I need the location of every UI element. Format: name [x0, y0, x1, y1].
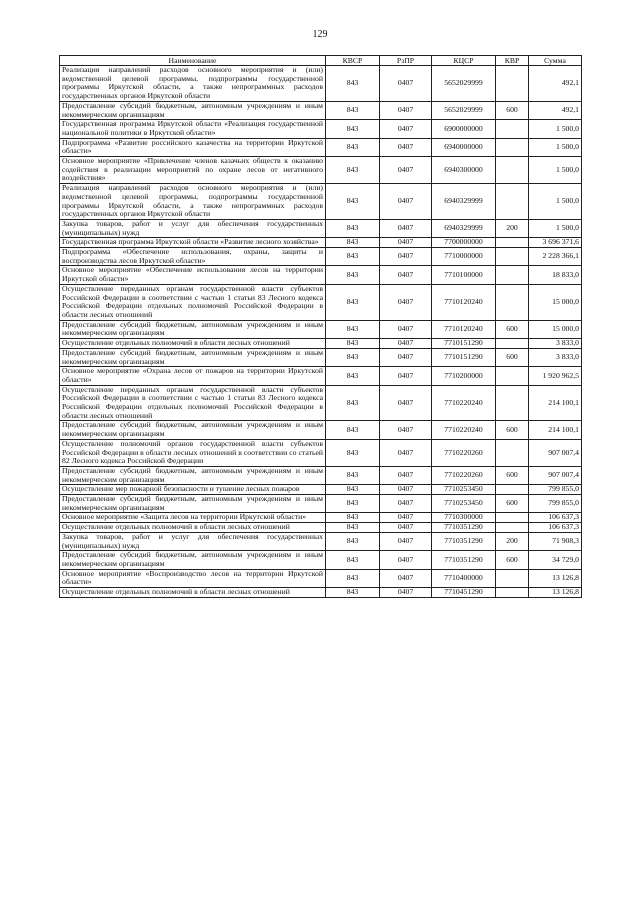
cell-kvr: 200: [496, 219, 529, 237]
cell-kcsr: 6940329999: [432, 219, 496, 237]
table-row: [60, 320, 582, 338]
table-row: [60, 569, 582, 587]
cell-sum: 3 833,0: [529, 348, 582, 366]
table-row: [60, 238, 582, 248]
table-row: [60, 532, 582, 550]
cell-rzpr: 0407: [380, 266, 432, 284]
cell-sum: 3 833,0: [529, 339, 582, 349]
cell-kvr: [496, 284, 529, 320]
cell-kvsr: 843: [326, 184, 380, 220]
cell-kcsr: 5652029999: [432, 101, 496, 119]
cell-kcsr: 7710151290: [432, 348, 496, 366]
cell-kvsr: 843: [326, 157, 380, 184]
cell-kvsr: 843: [326, 66, 380, 102]
cell-rzpr: 0407: [380, 348, 432, 366]
cell-name: Подпрограмма «Обеспечение использования, охраны, защиты и воспроизводства лесов Иркутской области»: [60, 248, 326, 266]
cell-name: Осуществление полномочий органов государственной власти субъектов Российской Федерации в области лесных отношений в соответствии со статьей 82 Лесного кодекса Российской Федерации: [60, 439, 326, 466]
cell-name: Осуществление переданных органам государственной власти субъектов Российской Федерации в соответствии с частью 1 статьи 83 Лесного кодекса Российской Федерации отдельных полномочий Российской Федерации в области лесных отношений: [60, 284, 326, 320]
cell-kvr: [496, 120, 529, 138]
cell-name: Основное мероприятие «Охрана лесов от пожаров на территории Иркутской области»: [60, 367, 326, 385]
cell-rzpr: 0407: [380, 495, 432, 513]
cell-rzpr: 0407: [380, 588, 432, 598]
header-kcsr: КЦСР: [432, 56, 496, 66]
cell-kvr: [496, 439, 529, 466]
cell-kcsr: 7710200000: [432, 367, 496, 385]
table-body: [60, 66, 582, 598]
cell-sum: 907 007,4: [529, 439, 582, 466]
cell-rzpr: 0407: [380, 284, 432, 320]
cell-kvsr: 843: [326, 588, 380, 598]
cell-sum: 106 637,3: [529, 523, 582, 533]
cell-sum: 907 007,4: [529, 466, 582, 484]
cell-kvsr: 843: [326, 466, 380, 484]
cell-sum: 13 126,8: [529, 569, 582, 587]
cell-kvsr: 843: [326, 120, 380, 138]
header-row: [60, 56, 582, 66]
cell-kvsr: 843: [326, 439, 380, 466]
cell-kvr: 600: [496, 421, 529, 439]
cell-kcsr: 7710351290: [432, 532, 496, 550]
cell-kvr: 600: [496, 101, 529, 119]
table-row: [60, 385, 582, 421]
cell-sum: 15 000,0: [529, 284, 582, 320]
cell-kvr: [496, 157, 529, 184]
cell-kvr: [496, 266, 529, 284]
cell-kvsr: 843: [326, 339, 380, 349]
cell-kcsr: 7710220260: [432, 466, 496, 484]
cell-name: Подпрограмма «Развитие российского казачества на территории Иркутской области»: [60, 138, 326, 156]
cell-rzpr: 0407: [380, 320, 432, 338]
page-number: 129: [312, 29, 328, 40]
budget-table: [59, 55, 582, 598]
cell-kvsr: 843: [326, 367, 380, 385]
cell-kvr: 200: [496, 532, 529, 550]
table-row: [60, 219, 582, 237]
table-row: [60, 248, 582, 266]
table-row: [60, 421, 582, 439]
cell-kcsr: 7710253450: [432, 485, 496, 495]
cell-kvr: [496, 588, 529, 598]
cell-kcsr: 5652029999: [432, 66, 496, 102]
cell-sum: 492,1: [529, 101, 582, 119]
cell-kcsr: 6940300000: [432, 157, 496, 184]
cell-kcsr: 7710151290: [432, 339, 496, 349]
header-rzpr: РзПР: [380, 56, 432, 66]
cell-kvsr: 843: [326, 138, 380, 156]
cell-kvr: 600: [496, 466, 529, 484]
cell-sum: 34 729,0: [529, 551, 582, 569]
cell-rzpr: 0407: [380, 485, 432, 495]
table-row: [60, 101, 582, 119]
cell-name: Закупка товаров, работ и услуг для обеспечения государственных (муниципальных) нужд: [60, 219, 326, 237]
cell-name: Предоставление субсидий бюджетным, автономным учреждениям и иным некоммерческим организациям: [60, 551, 326, 569]
cell-kvr: [496, 184, 529, 220]
cell-kcsr: 7710220260: [432, 439, 496, 466]
table-row: [60, 588, 582, 598]
cell-kvsr: 843: [326, 238, 380, 248]
cell-rzpr: 0407: [380, 238, 432, 248]
cell-kcsr: 7710120240: [432, 284, 496, 320]
cell-rzpr: 0407: [380, 551, 432, 569]
cell-kcsr: 7710220240: [432, 385, 496, 421]
cell-kvr: [496, 66, 529, 102]
cell-kcsr: 7710351290: [432, 551, 496, 569]
cell-rzpr: 0407: [380, 569, 432, 587]
cell-sum: 492,1: [529, 66, 582, 102]
cell-rzpr: 0407: [380, 248, 432, 266]
cell-sum: 799 855,0: [529, 495, 582, 513]
cell-rzpr: 0407: [380, 367, 432, 385]
cell-rzpr: 0407: [380, 339, 432, 349]
cell-name: Государственная программа Иркутской области «Реализация государственной национальной политики в Иркутской области»: [60, 120, 326, 138]
cell-name: Реализация направлений расходов основного мероприятия и (или) ведомственной целевой программы, подпрограммы государственной программы Иркутской области, а также непрограммных расходов государственных органов Иркутской области: [60, 184, 326, 220]
cell-rzpr: 0407: [380, 157, 432, 184]
cell-sum: 15 000,0: [529, 320, 582, 338]
cell-kvr: [496, 513, 529, 523]
cell-kcsr: 7710300000: [432, 513, 496, 523]
cell-sum: 106 637,3: [529, 513, 582, 523]
cell-sum: 18 833,0: [529, 266, 582, 284]
cell-kcsr: 7710120240: [432, 320, 496, 338]
cell-kcsr: 7710220240: [432, 421, 496, 439]
cell-name: Предоставление субсидий бюджетным, автономным учреждениям и иным некоммерческим организациям: [60, 348, 326, 366]
table-row: [60, 495, 582, 513]
cell-sum: 214 100,1: [529, 385, 582, 421]
cell-rzpr: 0407: [380, 513, 432, 523]
cell-kcsr: 7710100000: [432, 266, 496, 284]
cell-name: Государственная программа Иркутской области «Развитие лесного хозяйства»: [60, 238, 326, 248]
cell-kvr: [496, 339, 529, 349]
cell-rzpr: 0407: [380, 385, 432, 421]
cell-kvr: 600: [496, 348, 529, 366]
cell-name: Основное мероприятие «Обеспечение использования лесов на территории Иркутской области»: [60, 266, 326, 284]
cell-kcsr: 7710400000: [432, 569, 496, 587]
cell-name: Основное мероприятие «Защита лесов на территории Иркутской области»: [60, 513, 326, 523]
cell-kvr: 600: [496, 495, 529, 513]
cell-kvsr: 843: [326, 485, 380, 495]
cell-kvr: [496, 138, 529, 156]
cell-kvsr: 843: [326, 101, 380, 119]
cell-rzpr: 0407: [380, 532, 432, 550]
cell-kcsr: 7700000000: [432, 238, 496, 248]
cell-sum: 214 100,1: [529, 421, 582, 439]
cell-rzpr: 0407: [380, 439, 432, 466]
cell-kvr: 600: [496, 320, 529, 338]
header-kvr: КВР: [496, 56, 529, 66]
table-row: [60, 367, 582, 385]
cell-kvsr: 843: [326, 266, 380, 284]
table-row: [60, 120, 582, 138]
header-name: Наименование: [60, 56, 326, 66]
cell-name: Предоставление субсидий бюджетным, автономным учреждениям и иным некоммерческим организациям: [60, 466, 326, 484]
cell-kcsr: 7710000000: [432, 248, 496, 266]
cell-kcsr: 7710253450: [432, 495, 496, 513]
cell-name: Предоставление субсидий бюджетным, автономным учреждениям и иным некоммерческим организациям: [60, 101, 326, 119]
cell-name: Предоставление субсидий бюджетным, автономным учреждениям и иным некоммерческим организациям: [60, 320, 326, 338]
cell-kvr: [496, 569, 529, 587]
cell-name: Осуществление отдельных полномочий в области лесных отношений: [60, 588, 326, 598]
cell-kcsr: 6900000000: [432, 120, 496, 138]
cell-name: Осуществление переданных органам государственной власти субъектов Российской Федерации в соответствии с частью 1 статьи 83 Лесного кодекса Российской Федерации отдельных полномочий Российской Федерации в области лесных отношений: [60, 385, 326, 421]
cell-kvsr: 843: [326, 385, 380, 421]
cell-sum: 1 500,0: [529, 157, 582, 184]
table-row: [60, 523, 582, 533]
cell-kvsr: 843: [326, 421, 380, 439]
cell-kvsr: 843: [326, 320, 380, 338]
cell-kvsr: 843: [326, 569, 380, 587]
cell-rzpr: 0407: [380, 138, 432, 156]
table-row: [60, 466, 582, 484]
cell-name: Осуществление отдельных полномочий в области лесных отношений: [60, 523, 326, 533]
table-row: [60, 439, 582, 466]
cell-rzpr: 0407: [380, 120, 432, 138]
table-row: [60, 485, 582, 495]
cell-sum: 1 500,0: [529, 120, 582, 138]
table-row: [60, 66, 582, 102]
cell-kvsr: 843: [326, 284, 380, 320]
cell-kvr: [496, 248, 529, 266]
cell-kvr: [496, 367, 529, 385]
cell-name: Осуществление мер пожарной безопасности и тушение лесных пожаров: [60, 485, 326, 495]
cell-kvsr: 843: [326, 551, 380, 569]
cell-rzpr: 0407: [380, 466, 432, 484]
table-row: [60, 184, 582, 220]
table-row: [60, 138, 582, 156]
cell-kvsr: 843: [326, 348, 380, 366]
table-row: [60, 157, 582, 184]
cell-kcsr: 6940329999: [432, 184, 496, 220]
table-header: [60, 56, 582, 66]
cell-sum: 1 500,0: [529, 184, 582, 220]
cell-kcsr: 7710451290: [432, 588, 496, 598]
cell-name: Закупка товаров, работ и услуг для обеспечения государственных (муниципальных) нужд: [60, 532, 326, 550]
cell-rzpr: 0407: [380, 66, 432, 102]
table-row: [60, 551, 582, 569]
cell-rzpr: 0407: [380, 184, 432, 220]
cell-name: Реализация направлений расходов основного мероприятия и (или) ведомственной целевой программы, подпрограммы государственной программы Иркутской области, а также непрограммных расходов государственных органов Иркутской области: [60, 66, 326, 102]
cell-name: Основное мероприятие «Привлечение членов казачьих обществ к оказанию содействия в реализации мероприятий по охране лесов от негативного воздействия»: [60, 157, 326, 184]
table-row: [60, 284, 582, 320]
cell-kcsr: 6940000000: [432, 138, 496, 156]
cell-name: Основное мероприятие «Воспроизводство лесов на территории Иркутской области»: [60, 569, 326, 587]
cell-kvr: [496, 485, 529, 495]
cell-kvsr: 843: [326, 532, 380, 550]
cell-kvsr: 843: [326, 219, 380, 237]
cell-rzpr: 0407: [380, 219, 432, 237]
header-kvsr: КВСР: [326, 56, 380, 66]
cell-sum: 2 228 366,1: [529, 248, 582, 266]
cell-sum: 799 855,0: [529, 485, 582, 495]
cell-kvsr: 843: [326, 495, 380, 513]
cell-kcsr: 7710351290: [432, 523, 496, 533]
header-sum: Сумма: [529, 56, 582, 66]
cell-sum: 71 908,3: [529, 532, 582, 550]
cell-kvsr: 843: [326, 523, 380, 533]
cell-kvr: 600: [496, 551, 529, 569]
cell-name: Осуществление отдельных полномочий в области лесных отношений: [60, 339, 326, 349]
cell-sum: 1 500,0: [529, 138, 582, 156]
cell-kvr: [496, 238, 529, 248]
cell-sum: 1 500,0: [529, 219, 582, 237]
cell-rzpr: 0407: [380, 523, 432, 533]
table-row: [60, 513, 582, 523]
table-row: [60, 348, 582, 366]
cell-name: Предоставление субсидий бюджетным, автономным учреждениям и иным некоммерческим организациям: [60, 421, 326, 439]
cell-sum: 3 696 371,6: [529, 238, 582, 248]
cell-sum: 13 126,8: [529, 588, 582, 598]
cell-kvsr: 843: [326, 513, 380, 523]
cell-sum: 1 920 962,5: [529, 367, 582, 385]
table-row: [60, 339, 582, 349]
cell-kvr: [496, 385, 529, 421]
table-row: [60, 266, 582, 284]
cell-kvsr: 843: [326, 248, 380, 266]
cell-kvr: [496, 523, 529, 533]
cell-rzpr: 0407: [380, 421, 432, 439]
cell-name: Предоставление субсидий бюджетным, автономным учреждениям и иным некоммерческим организациям: [60, 495, 326, 513]
cell-rzpr: 0407: [380, 101, 432, 119]
